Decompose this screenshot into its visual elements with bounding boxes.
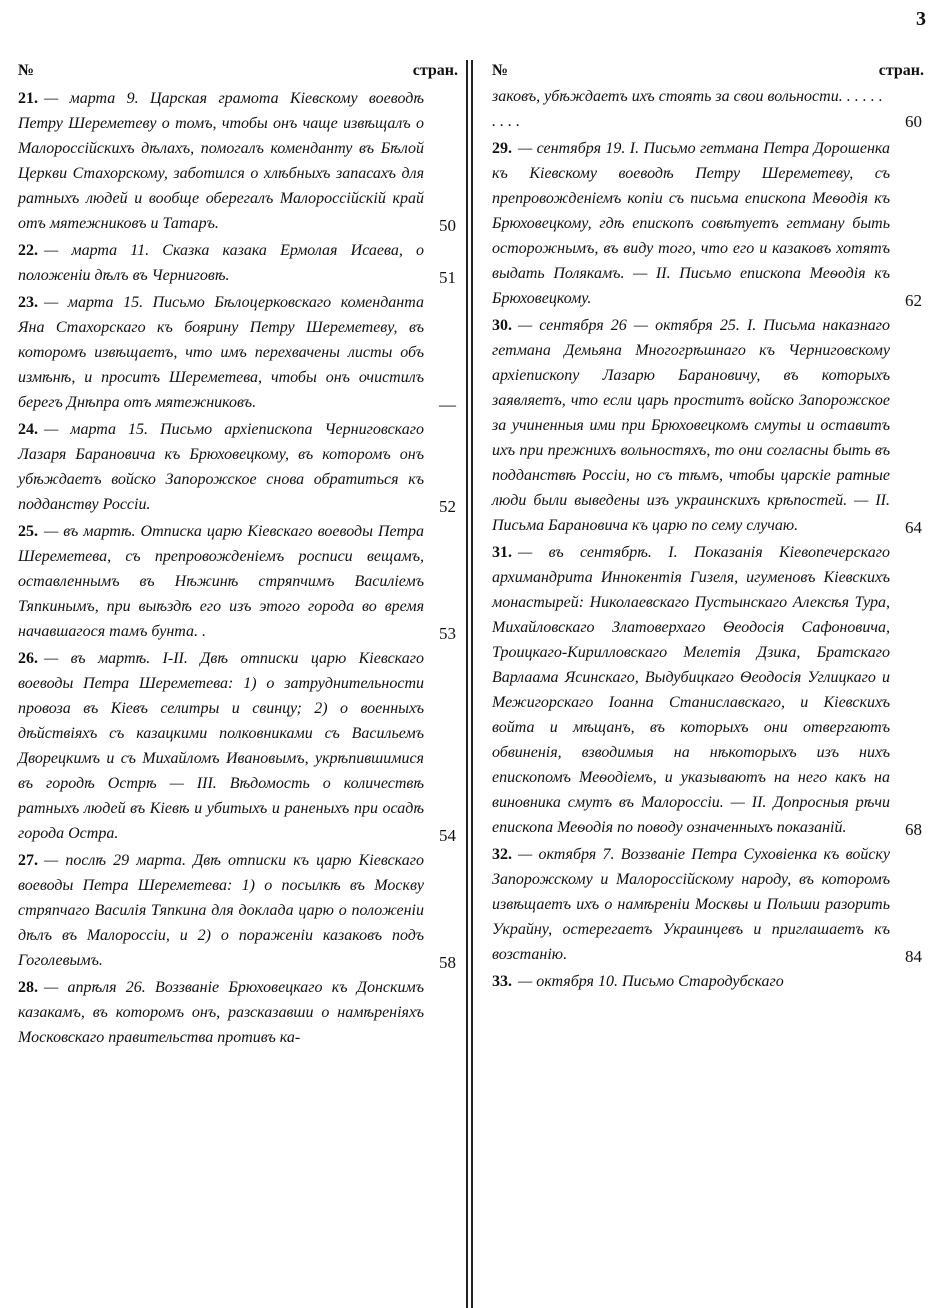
page-reference: 60 <box>905 112 922 131</box>
entry-number: 22. <box>18 242 38 259</box>
entry-text <box>18 290 424 415</box>
column-header <box>492 62 924 84</box>
entry-number: 30. <box>492 317 512 334</box>
right-column <box>492 62 924 994</box>
entry-text <box>18 417 424 517</box>
page-reference: 68 <box>905 820 922 839</box>
entry-text <box>492 842 890 967</box>
entry-number: 26. <box>18 650 38 667</box>
list-item <box>18 238 458 288</box>
entry-number: 24. <box>18 421 38 438</box>
page-header: стран. <box>412 62 458 79</box>
list-item <box>18 848 458 973</box>
page-reference: 52 <box>439 497 456 516</box>
entry-number: 27. <box>18 852 38 869</box>
entry-number: 28. <box>18 979 38 996</box>
entry-text <box>492 540 890 840</box>
entry-text <box>18 238 424 288</box>
entry-number: 25. <box>18 523 38 540</box>
page-reference: 51 <box>439 268 456 287</box>
list-item <box>18 975 458 1050</box>
entry-text <box>18 86 424 236</box>
entry-body: — марта 11. Сказка казака Ермолая Исаева, о положеніи дѣлъ въ Черниговѣ. <box>18 242 424 284</box>
column-divider <box>466 60 468 1308</box>
page-reference: 50 <box>439 216 456 235</box>
page-reference: 64 <box>905 518 922 537</box>
page-reference: — <box>439 395 456 414</box>
list-item <box>492 136 924 311</box>
entry-number: 31. <box>492 544 512 561</box>
entry-body: — октября 7. Воззваніе Петра Суховіенка къ войску Запорожскому и Малороссійскому народу, въ которомъ извѣщаетъ ихъ о намѣреніи Москвы и Польши разорить Украйну, остерегаетъ Украинцевъ и приглашаетъ къ возстанію. <box>492 846 890 963</box>
entry-text <box>492 136 890 311</box>
continuation-entry <box>492 84 924 134</box>
entry-number: 29. <box>492 140 512 157</box>
page-reference: 53 <box>439 624 456 643</box>
number-header: № <box>18 62 35 79</box>
entry-body: — въ мартѣ. Отписка царю Кіевскаго воеводы Петра Шереметева, съ препровожденіемъ росписи вещамъ, оставленнымъ въ Нѣжинѣ стряпчимъ Василіемъ Тяпкинымъ, при выѣздѣ его изъ этого города во время начавшагося тамъ бунта. . <box>18 523 424 640</box>
entry-text <box>492 969 890 994</box>
entry-body: — апрѣля 26. Воззваніе Брюховецкаго къ Донскимъ казакамъ, въ которомъ онъ, разсказавши о намѣреніяхъ Московскаго правительства противъ ка- <box>18 979 424 1046</box>
left-column <box>18 62 458 1050</box>
page-number: 3 <box>916 8 926 30</box>
entry-text <box>18 975 424 1050</box>
list-item <box>18 417 458 517</box>
entry-list <box>492 136 924 994</box>
page-reference: 54 <box>439 826 456 845</box>
entry-list <box>18 86 458 1050</box>
entry-body: — марта 15. Письмо Бѣлоцерковскаго коменданта Яна Стахорскаго къ боярину Петру Шереметеву, въ которомъ извѣщаетъ, что имъ перехвачены листы объ измѣнѣ, и проситъ Шереметева, чтобы онъ очистилъ берегъ Днѣпра отъ мятежниковъ. <box>18 294 424 411</box>
page-header: стран. <box>878 62 924 79</box>
list-item <box>492 842 924 967</box>
entry-body: — октября 10. Письмо Стародубскаго <box>518 973 784 990</box>
entry-body: — марта 9. Царская грамота Кіевскому воеводѣ Петру Шереметеву о томъ, чтобы онъ чаще извѣщалъ о Малороссійскихъ дѣлахъ, помогалъ коменданту въ Бѣлой Церкви Стахорскому, заботился о хлѣбныхъ запасахъ для ратныхъ людей и вообще оберегалъ Малороссійскій край отъ мятежниковъ и Татаръ. <box>18 90 424 232</box>
entry-number: 32. <box>492 846 512 863</box>
entry-number: 21. <box>18 90 38 107</box>
list-item <box>18 86 458 236</box>
list-item <box>492 969 924 994</box>
entry-text <box>18 519 424 644</box>
page-reference: 62 <box>905 291 922 310</box>
entry-body: — сентября 19. I. Письмо гетмана Петра Дорошенка къ Кіевскому воеводѣ Петру Шереметеву, съ препровожденіемъ копіи съ письма епископа Меѳодія къ Брюховецкому, гдѣ епископъ совѣтуетъ гетману быть осторожнымъ, въ виду того, что его и казаковъ хотятъ выдать Полякамъ. — II. Письмо епископа Меѳодія къ Брюховецкому. <box>492 140 890 307</box>
list-item <box>18 646 458 846</box>
entry-body: — въ сентябрѣ. I. Показанія Кіевопечерскаго архимандрита Иннокентія Гизеля, игуменовъ Кіевскихъ монастырей: Николаевскаго Пустынскаго Алексѣя Тура, Михайловскаго Златоверхаго Ѳеодосія Сафоновича, Троицкаго-Кирилловскаго Мелетія Дзика, Братскаго Варлаама Ясинскаго, Выдубицкаго Ѳеодосія Углицкаго и Межигорскаго Іоанна Станиславскаго, и Кіевскихъ войта и мѣщанъ, въ которыхъ они отвергаютъ обвиненія, взводимыя на нѣкоторыхъ изъ нихъ епископомъ Меѳодіемъ, и указываютъ на него какъ на виновника смутъ въ Малороссіи. — II. Допросныя рѣчи епископа Меѳодія по поводу означенныхъ показаній. <box>492 544 890 836</box>
list-item <box>18 290 458 415</box>
page-reference: 58 <box>439 953 456 972</box>
entry-body: — сентября 26 — октября 25. I. Письма наказнаго гетмана Демьяна Многогрѣшнаго къ Черниговскому архіепископу Лазарю Барановичу, въ которыхъ заявляетъ, что если царь проститъ войско Запорожское за учиненныя ими при Брюховецкомъ смуты и оставитъ ихъ при прежнихъ вольностяхъ, то они согласны быть въ подданствѣ Россіи, но съ тѣмъ, чтобы царскіе ратные люди были выведены изъ украинскихъ крѣпостей. — II. Письма Барановича къ царю по сему случаю. <box>492 317 890 534</box>
entry-body: — послѣ 29 марта. Двѣ отписки къ царю Кіевскаго воеводы Петра Шереметева: 1) о посылкѣ въ Москву стряпчаго Василія Тяпкина для доклада царю о положеніи дѣлъ въ Малороссіи, и 2) о пораженіи казаковъ подъ Гоголевымъ. <box>18 852 424 969</box>
entry-text <box>18 848 424 973</box>
list-item <box>18 519 458 644</box>
entry-number: 33. <box>492 973 512 990</box>
column-header <box>18 62 458 84</box>
entry-body: — въ мартѣ. I-II. Двѣ отписки царю Кіевскаго воеводы Петра Шереметева: 1) о затруднительности провоза въ Кіевъ селитры и свинцу; 2) о военныхъ дѣйствіяхъ съ казацкими полковниками съ Васильемъ Дворецкимъ и съ Михайломъ Ивановымъ, укрѣпившимися въ городѣ Острѣ — III. Вѣдомость о количествѣ ратныхъ людей въ Кіевѣ и убитыхъ и раненыхъ при осадѣ города Остра. <box>18 650 424 842</box>
column-divider <box>471 60 473 1308</box>
entry-text <box>18 646 424 846</box>
number-header: № <box>492 62 509 79</box>
entry-text <box>492 313 890 538</box>
entry-body: — марта 15. Письмо архіепископа Черниговскаго Лазаря Барановича къ Брюховецкому, въ которомъ онъ убѣждаетъ войско Запорожское снова обратиться къ подданству Россіи. <box>18 421 424 513</box>
list-item <box>492 540 924 840</box>
entry-number: 23. <box>18 294 38 311</box>
entry-text: заковъ, убѣждаетъ ихъ стоять за свои вольности. . . . . . . . . . <box>492 88 883 130</box>
page-reference: 84 <box>905 947 922 966</box>
list-item <box>492 313 924 538</box>
